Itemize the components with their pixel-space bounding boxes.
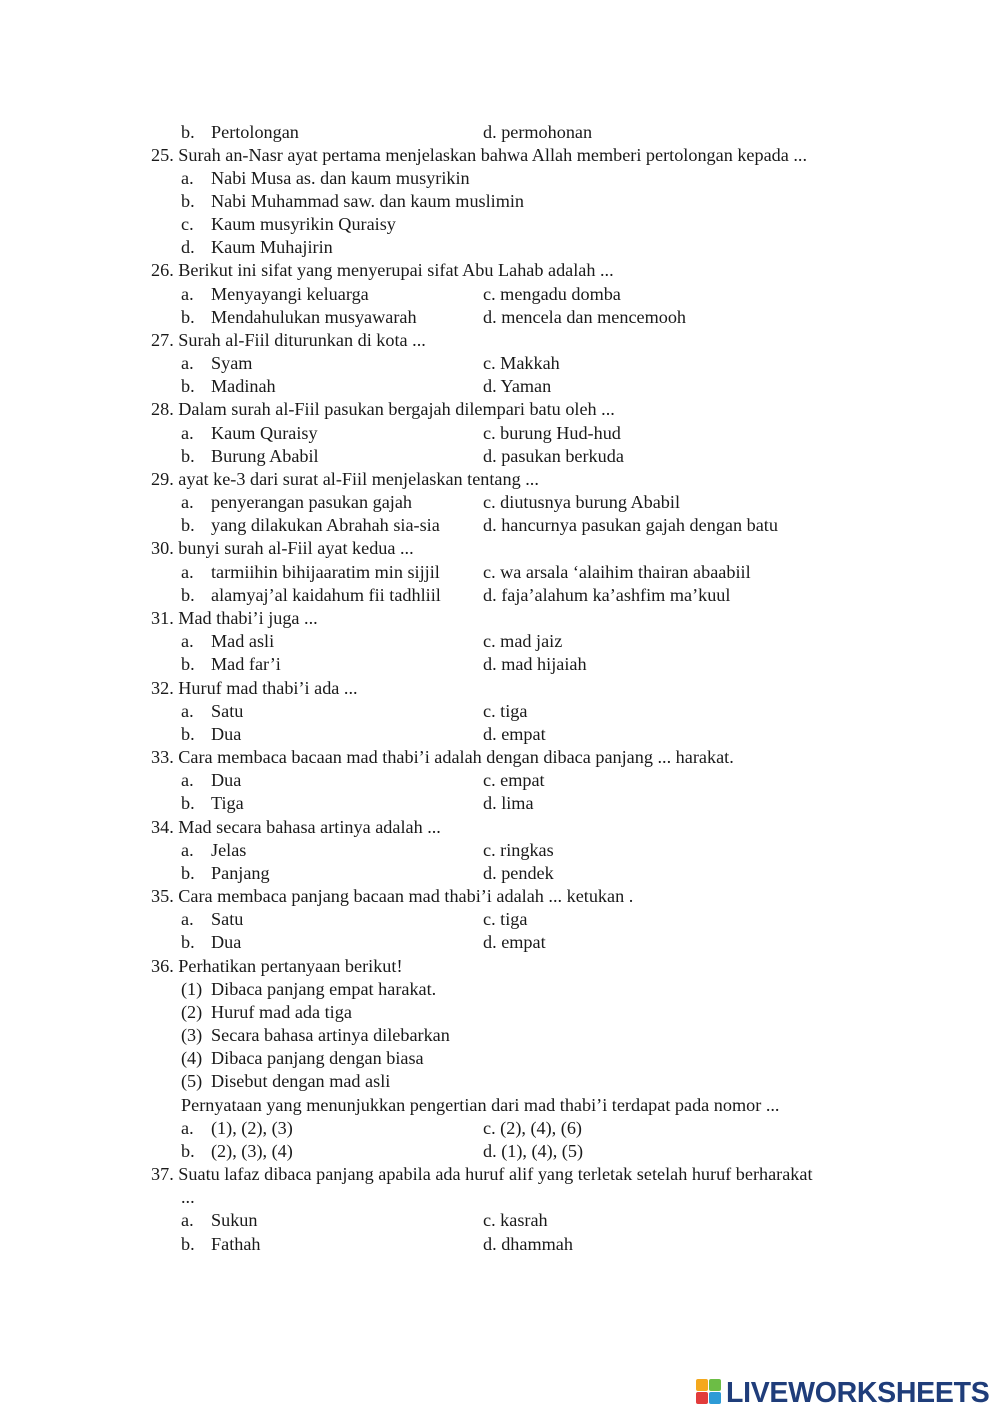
option-text: Dua [211,932,242,952]
option-label: b. [181,654,195,674]
option-text: penyerangan pasukan gajah [211,492,412,512]
option-label: a. [181,1210,194,1230]
q32-option-d[interactable]: d. empat [483,724,546,744]
q32-option-c[interactable]: c. tiga [483,701,528,721]
option-label: b. [181,932,195,952]
q28-option-c[interactable]: c. burung Hud-hud [483,423,621,443]
liveworksheets-logo-text: LIVEWORKSHEETS [726,1377,990,1409]
q24-option-d[interactable]: d. permohonan [483,122,593,142]
option-text: Satu [211,909,244,929]
q31-option-c[interactable]: c. mad jaiz [483,631,563,651]
q27-option-c[interactable]: c. Makkah [483,353,560,373]
q37-option-d[interactable]: d. dhammah [483,1234,573,1254]
q35-question: 35. Cara membaca panjang bacaan mad thabi’i adalah ... ketukan . [151,886,634,906]
option-text: Nabi Musa as. dan kaum musyrikin [211,168,470,188]
q34-option-d[interactable]: d. pendek [483,863,554,883]
option-label: a. [181,353,194,373]
option-text: alamyaj’al kaidahum fii tadhliil [211,585,441,605]
q29-option-d[interactable]: d. hancurnya pasukan gajah dengan batu [483,515,778,535]
q28-option-d[interactable]: d. pasukan berkuda [483,446,624,466]
option-text: Mendahulukan musyawarah [211,307,417,327]
option-text: Kaum Muhajirin [211,237,333,257]
q33-option-c[interactable]: c. empat [483,770,545,790]
option-label: c. [181,214,194,234]
q30-question: 30. bunyi surah al-Fiil ayat kedua ... [151,538,414,558]
option-label: a. [181,631,194,651]
q30-option-d[interactable]: d. faja’alahum ka’ashfim ma’kuul [483,585,731,605]
q33-question: 33. Cara membaca bacaan mad thabi’i adalah dengan dibaca panjang ... harakat. [151,747,734,767]
option-label: b. [181,191,195,211]
q37-option-c[interactable]: c. kasrah [483,1210,548,1230]
option-label: b. [181,585,195,605]
option-label: d. [181,237,195,257]
statement-text: Dibaca panjang empat harakat. [211,979,437,999]
option-text: Kaum Quraisy [211,423,318,443]
option-text: yang dilakukan Abrahah sia-sia [211,515,440,535]
option-label: a. [181,168,194,188]
q37-question: 37. Suatu lafaz dibaca panjang apabila ada huruf alif yang terletak setelah huruf berharakat [151,1164,813,1184]
q29-question: 29. ayat ke-3 dari surat al-Fiil menjelaskan tentang ... [151,469,539,489]
statement-label: (1) [181,979,203,999]
q27-question: 27. Surah al-Fiil diturunkan di kota ... [151,330,426,350]
option-text: Jelas [211,840,247,860]
option-text: (1), (2), (3) [211,1118,293,1138]
option-label: b. [181,446,195,466]
q36-question: 36. Perhatikan pertanyaan berikut! [151,956,403,976]
option-label: b. [181,122,195,142]
option-text: Menyayangi keluarga [211,284,369,304]
option-text: Kaum musyrikin Quraisy [211,214,396,234]
q26-option-c[interactable]: c. mengadu domba [483,284,621,304]
option-label: a. [181,492,194,512]
liveworksheets-logo-icon [696,1379,722,1405]
option-text: Madinah [211,376,276,396]
q36-prompt: Pernyataan yang menunjukkan pengertian dari mad thabi’i terdapat pada nomor ... [181,1095,780,1115]
option-label: a. [181,423,194,443]
q29-option-c[interactable]: c. diutusnya burung Ababil [483,492,681,512]
option-label: b. [181,1234,195,1254]
option-text: Tiga [211,793,244,813]
option-label: b. [181,724,195,744]
statement-text: Huruf mad ada tiga [211,1002,352,1022]
q37-question-continuation: ... [181,1187,195,1207]
q28-question: 28. Dalam surah al-Fiil pasukan bergajah dilempari batu oleh ... [151,399,615,419]
q26-question: 26. Berikut ini sifat yang menyerupai sifat Abu Lahab adalah ... [151,260,614,280]
statement-text: Secara bahasa artinya dilebarkan [211,1025,450,1045]
q35-option-c[interactable]: c. tiga [483,909,528,929]
q30-option-c[interactable]: c. wa arsala ‘alaihim thairan abaabiil [483,562,751,582]
option-text: Mad far’i [211,654,281,674]
q31-question: 31. Mad thabi’i juga ... [151,608,318,628]
option-text: Sukun [211,1210,258,1230]
option-label: b. [181,863,195,883]
q31-option-d[interactable]: d. mad hijaiah [483,654,587,674]
option-label: a. [181,284,194,304]
option-text: Burung Ababil [211,446,319,466]
option-text: Fathah [211,1234,261,1254]
statement-label: (4) [181,1048,203,1068]
statement-text: Dibaca panjang dengan biasa [211,1048,424,1068]
option-label: a. [181,562,194,582]
q32-question: 32. Huruf mad thabi’i ada ... [151,678,358,698]
option-label: b. [181,376,195,396]
option-text: Syam [211,353,253,373]
statement-label: (2) [181,1002,203,1022]
statement-label: (3) [181,1025,203,1045]
option-label: b. [181,515,195,535]
q36-option-c[interactable]: c. (2), (4), (6) [483,1118,582,1138]
q26-option-d[interactable]: d. mencela dan mencemooh [483,307,687,327]
option-text: (2), (3), (4) [211,1141,293,1161]
option-label: a. [181,840,194,860]
q34-option-c[interactable]: c. ringkas [483,840,554,860]
option-label: a. [181,701,194,721]
option-text: tarmiihin bihijaaratim min sijjil [211,562,440,582]
option-text: Pertolongan [211,122,299,142]
option-text: Dua [211,724,242,744]
option-label: b. [181,1141,195,1161]
q34-question: 34. Mad secara bahasa artinya adalah ... [151,817,441,837]
statement-text: Disebut dengan mad asli [211,1071,391,1091]
option-label: a. [181,770,194,790]
option-label: a. [181,1118,194,1138]
statement-label: (5) [181,1071,203,1091]
q35-option-d[interactable]: d. empat [483,932,546,952]
option-text: Panjang [211,863,270,883]
option-text: Dua [211,770,242,790]
option-label: b. [181,793,195,813]
q33-option-d[interactable]: d. lima [483,793,534,813]
option-label: a. [181,909,194,929]
option-text: Satu [211,701,244,721]
q36-option-d[interactable]: d. (1), (4), (5) [483,1141,583,1161]
option-text: Nabi Muhammad saw. dan kaum muslimin [211,191,525,211]
q27-option-d[interactable]: d. Yaman [483,376,552,396]
q25-question: 25. Surah an-Nasr ayat pertama menjelaskan bahwa Allah memberi pertolongan kepada ... [151,145,808,165]
option-label: b. [181,307,195,327]
option-text: Mad asli [211,631,275,651]
